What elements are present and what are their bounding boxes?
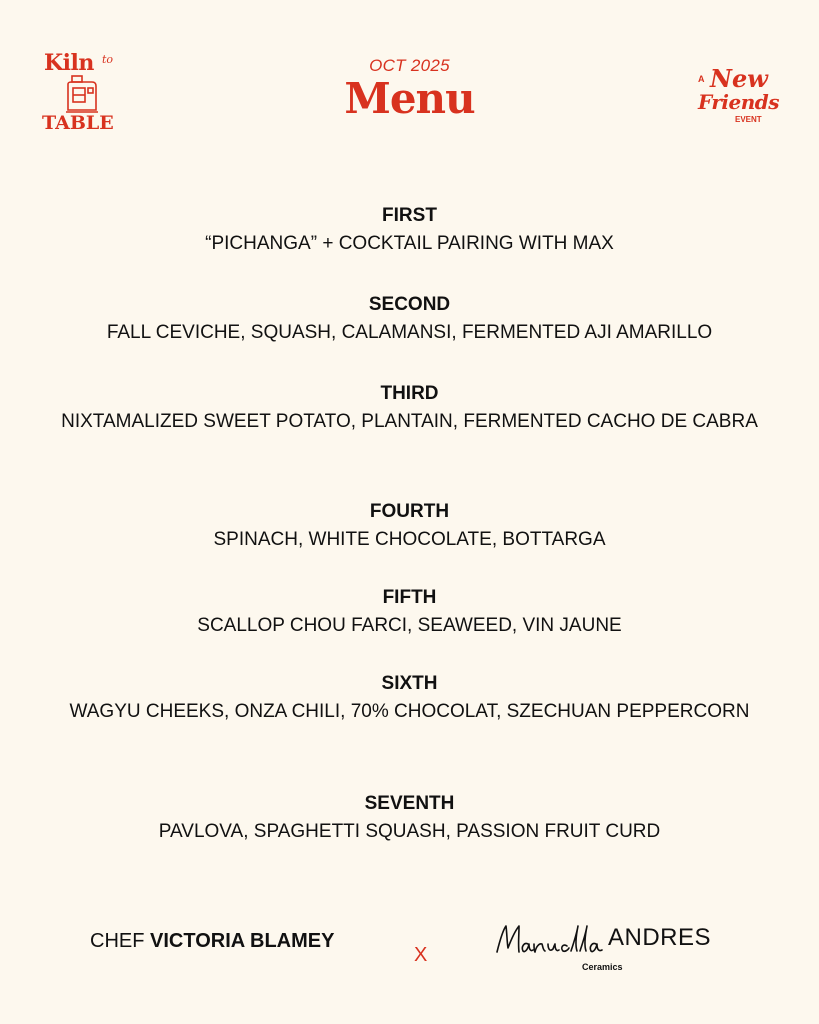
course-title: FOURTH <box>369 501 450 522</box>
course-title: SECOND <box>368 294 451 315</box>
course-title: THIRD <box>380 383 439 404</box>
course-description: SCALLOP CHOU FARCI, SEAWEED, VIN JAUNE <box>197 615 622 636</box>
logo-word-a: A <box>698 74 705 84</box>
new-friends-logo <box>690 66 790 130</box>
course-item <box>60 791 759 847</box>
course-title: SEVENTH <box>364 793 455 814</box>
course-title: SIXTH <box>381 673 438 694</box>
collaboration-x: X <box>414 944 428 966</box>
course-title: FIRST <box>382 205 437 226</box>
partner-logo <box>494 922 734 978</box>
page-title: Menu <box>344 74 475 123</box>
logo-word-kiln: Kiln <box>44 50 94 76</box>
course-item <box>60 203 759 292</box>
course-list <box>60 203 759 847</box>
logo-word-to: to <box>102 53 114 66</box>
chef-credit <box>90 930 334 953</box>
course-description: WAGYU CHEEKS, ONZA CHILI, 70% CHOCOLAT, SZECHUAN PEPPERCORN <box>69 701 750 722</box>
course-item <box>60 585 759 671</box>
event-month: OCT 2025 <box>369 56 450 75</box>
course-description: PAVLOVA, SPAGHETTI SQUASH, PASSION FRUIT CURD <box>158 821 661 842</box>
signature-logo <box>494 922 606 958</box>
course-item <box>60 381 759 499</box>
course-item <box>60 671 759 791</box>
logo-word-event: EVENT <box>735 115 762 124</box>
logo-word-table: TABLE <box>42 112 114 134</box>
course-description: “PICHANGA” + COCKTAIL PAIRING WITH MAX <box>205 233 614 254</box>
partner-name: ANDRES <box>608 924 712 951</box>
logo-word-new: New <box>710 64 768 93</box>
logo-word-friends: Friends <box>698 90 779 114</box>
partner-subtitle: Ceramics <box>582 962 623 972</box>
chef-name: VICTORIA BLAMEY <box>150 930 335 952</box>
course-description: SPINACH, WHITE CHOCOLATE, BOTTARGA <box>213 529 606 550</box>
course-item <box>60 499 759 585</box>
course-item <box>60 292 759 381</box>
course-description: NIXTAMALIZED SWEET POTATO, PLANTAIN, FERMENTED CACHO DE CABRA <box>61 411 758 432</box>
chef-prefix: CHEF <box>90 930 145 952</box>
course-description: FALL CEVICHE, SQUASH, CALAMANSI, FERMENTED AJI AMARILLO <box>106 322 713 343</box>
course-title: FIFTH <box>382 587 437 608</box>
